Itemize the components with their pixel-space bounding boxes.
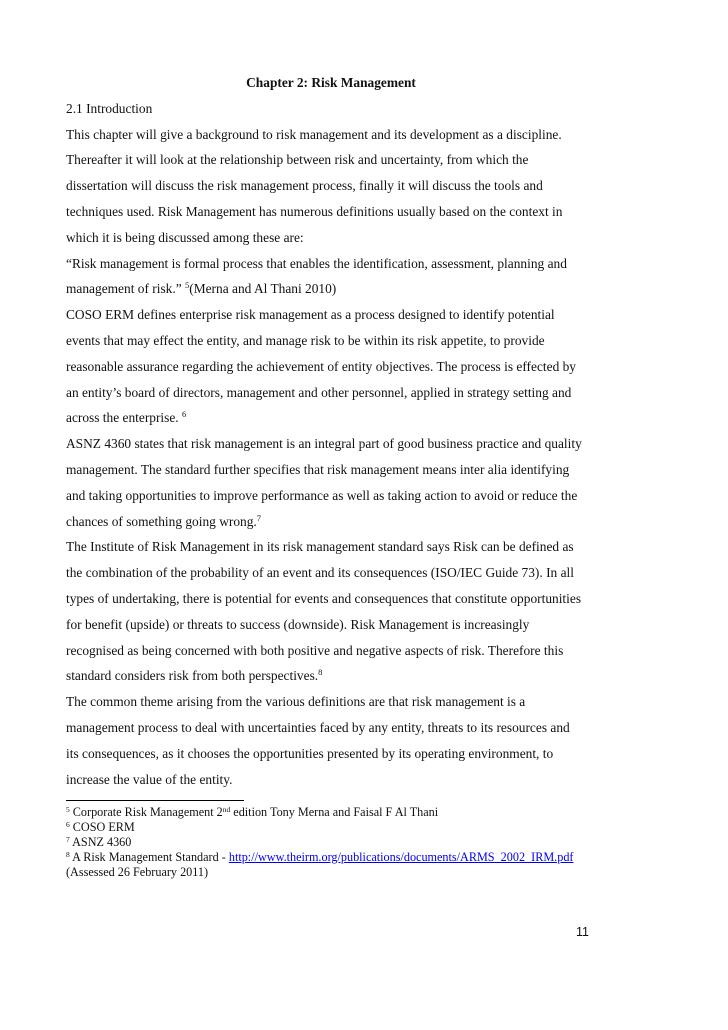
page-number: 11 (576, 925, 589, 939)
text-line: an entity’s board of directors, management and other personnel, applied in strategy setting and (66, 384, 572, 400)
text-line: for benefit (upside) or threats to success (downside). Risk Management is increasingly (66, 616, 530, 632)
text-line: its consequences, as it chooses the opportunities presented by its operating environment, to (66, 745, 554, 761)
footnote-7 (66, 835, 626, 850)
text-line: and taking opportunities to improve performance as well as taking action to avoid or reduce the (66, 487, 578, 503)
citation: (Merna and Al Thani 2010) (189, 281, 337, 297)
text-line: types of undertaking, there is potential for events and consequences that constitute opportunities (66, 590, 582, 606)
text-fragment: across the enterprise. (66, 410, 183, 426)
text-line (66, 509, 596, 535)
footnote-text: ASNZ 4360 (69, 835, 132, 849)
footnote-number: 6 (66, 820, 70, 829)
footnote-text: COSO ERM (69, 820, 135, 834)
text-line: dissertation will discuss the risk management process, finally it will discuss the tools and (66, 178, 543, 194)
footnotes (66, 805, 626, 880)
footnote-ref[interactable]: 8 (318, 667, 323, 678)
chapter-title: Chapter 2: Risk Management (246, 75, 416, 90)
footnote-6 (66, 820, 626, 835)
text-line (66, 663, 596, 689)
footnote-number: 5 (66, 805, 70, 814)
footnote-8-continued: (Assessed 26 February 2011) (66, 865, 209, 879)
text-line: the combination of the probability of an event and its consequences (ISO/IEC Guide 73). In all (66, 565, 574, 581)
text-line: Thereafter it will look at the relationship between risk and uncertainty, from which the (66, 152, 529, 168)
footnote-5 (66, 805, 626, 820)
text-line: increase the value of the entity. (66, 771, 233, 787)
footnote-ref[interactable]: 6 (182, 409, 187, 420)
footnote-divider (66, 800, 244, 801)
footnote-ref[interactable]: 5 (185, 280, 190, 291)
footnote-text: edition Tony Merna and Faisal F Al Thani (230, 805, 439, 819)
text-line: ASNZ 4360 states that risk management is an integral part of good business practice and quality (66, 436, 582, 452)
footnote-text: A Risk Management Standard - (69, 850, 229, 864)
text-line: The Institute of Risk Management in its risk management standard says Risk can be defined as (66, 539, 574, 555)
footnote-number: 8 (66, 850, 70, 859)
section-heading: 2.1 Introduction (66, 100, 153, 116)
footnote-number: 7 (66, 835, 70, 844)
text-line: techniques used. Risk Management has numerous definitions usually based on the context in (66, 203, 563, 219)
text-fragment: standard considers risk from both perspectives. (66, 668, 319, 684)
quote-text: management of risk.” (66, 281, 185, 297)
text-fragment: chances of something going wrong. (66, 513, 257, 529)
text-line: The common theme arising from the various definitions are that risk management is a (66, 694, 526, 710)
body-text (66, 70, 596, 792)
text-line: This chapter will give a background to risk management and its development as a discipline. (66, 126, 562, 142)
text-line: reasonable assurance regarding the achievement of entity objectives. The process is effected by (66, 358, 577, 374)
irm-standard-link[interactable]: http://www.theirm.org/publications/documents/ARMS_2002_IRM.pdf (228, 850, 574, 864)
footnote-text: Corporate Risk Management 2 (69, 805, 223, 819)
text-line: management process to deal with uncertainties faced by any entity, threats to its resources and (66, 719, 570, 735)
text-line: recognised as being concerned with both positive and negative aspects of risk. Therefore this (66, 642, 564, 658)
quote-line (66, 276, 596, 302)
quote-line: “Risk management is formal process that enables the identification, assessment, planning and (66, 255, 567, 271)
ordinal-suffix: nd (222, 805, 231, 814)
text-line: management. The standard further specifies that risk management means inter alia identifying (66, 461, 570, 477)
text-line (66, 405, 596, 431)
footnote-8 (66, 850, 626, 865)
text-line: which it is being discussed among these are: (66, 229, 304, 245)
text-line: events that may effect the entity, and manage risk to be within its risk appetite, to provide (66, 332, 545, 348)
footnote-ref[interactable]: 7 (256, 512, 262, 523)
text-line: COSO ERM defines enterprise risk management as a process designed to identify potential (66, 307, 555, 323)
